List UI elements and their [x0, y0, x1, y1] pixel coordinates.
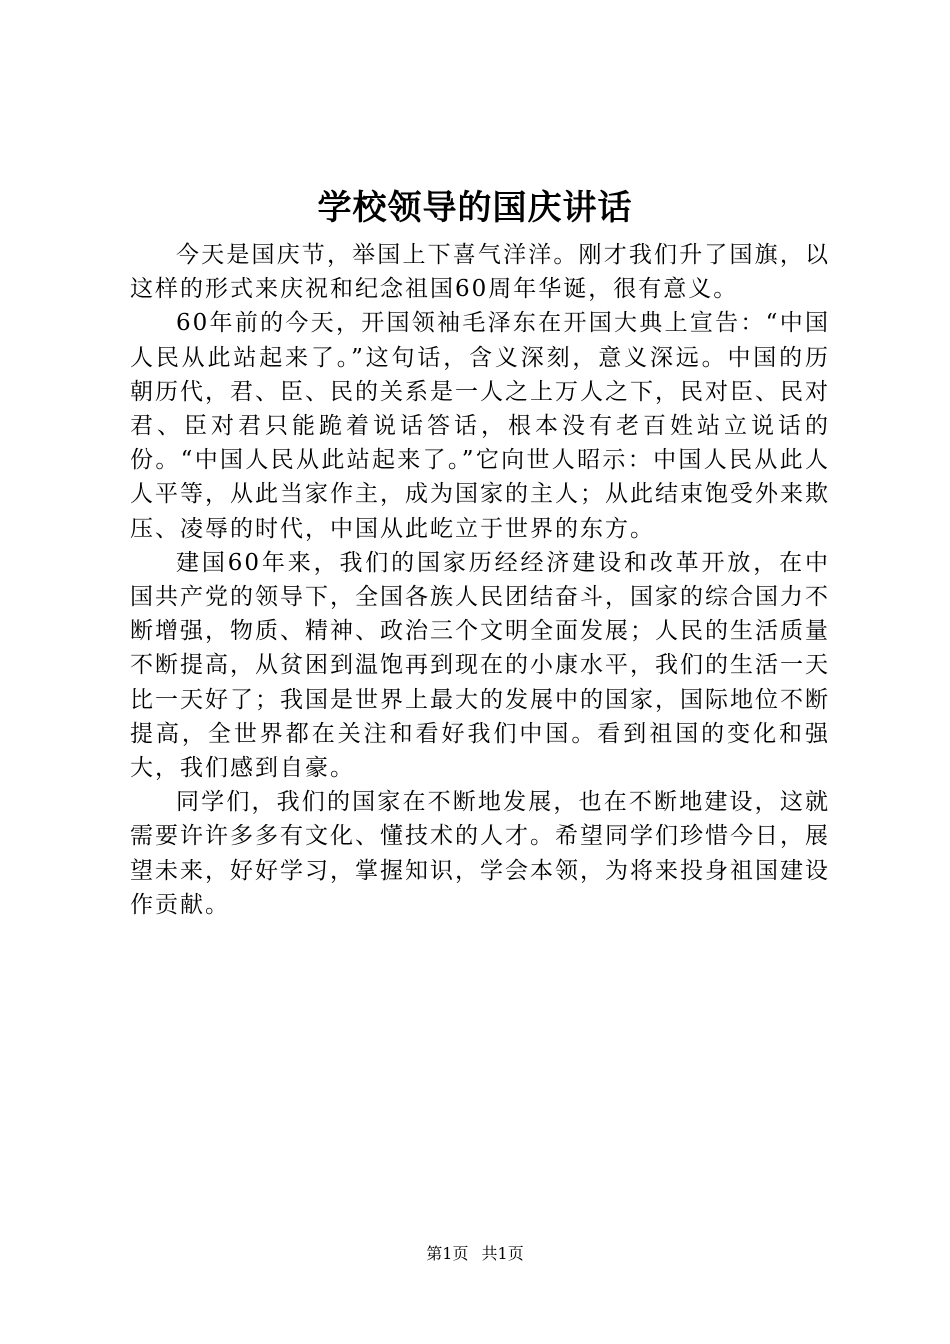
paragraph: 今天是国庆节，举国上下喜气洋洋。刚才我们升了国旗，以这样的形式来庆祝和纪念祖国60周年华诞，很有意义。 — [130, 242, 830, 303]
page-total: 共1页 — [481, 1244, 524, 1263]
page-footer — [0, 1242, 950, 1266]
paragraph: 建国60年来，我们的国家历经经济建设和改革开放，在中国共产党的领导下，全国各族人民团结奋斗，国家的综合国力不断增强，物质、精神、政治三个文明全面发展；人民的生活质量不断提高，从贫困到温饱再到现在的小康水平，我们的生活一天比一天好了；我国是世界上最大的发展中的国家，国际地位不断提高，全世界都在关注和看好我们中国。看到祖国的变化和强大，我们感到自豪。 — [130, 549, 830, 782]
paragraph: 60年前的今天，开国领袖毛泽东在开国大典上宣告：“中国人民从此站起来了。”这句话，含义深刻，意义深远。中国的历朝历代，君、臣、民的关系是一人之上万人之下，民对臣、民对君、臣对君只能跪着说话答话，根本没有老百姓站立说话的份。“中国人民从此站起来了。”它向世人昭示：中国人民从此人人平等，从此当家作主，成为国家的主人；从此结束饱受外来欺压、凌辱的时代，中国从此屹立于世界的东方。 — [130, 310, 830, 542]
paragraph: 同学们，我们的国家在不断地发展，也在不断地建设，这就需要许许多多有文化、懂技术的人才。希望同学们珍惜今日，展望未来，好好学习，掌握知识，学会本领，为将来投身祖国建设作贡献。 — [130, 789, 830, 918]
document-title: 学校领导的国庆讲话 — [317, 188, 633, 228]
page-number: 第1页 — [426, 1244, 469, 1263]
document-body — [130, 238, 830, 922]
